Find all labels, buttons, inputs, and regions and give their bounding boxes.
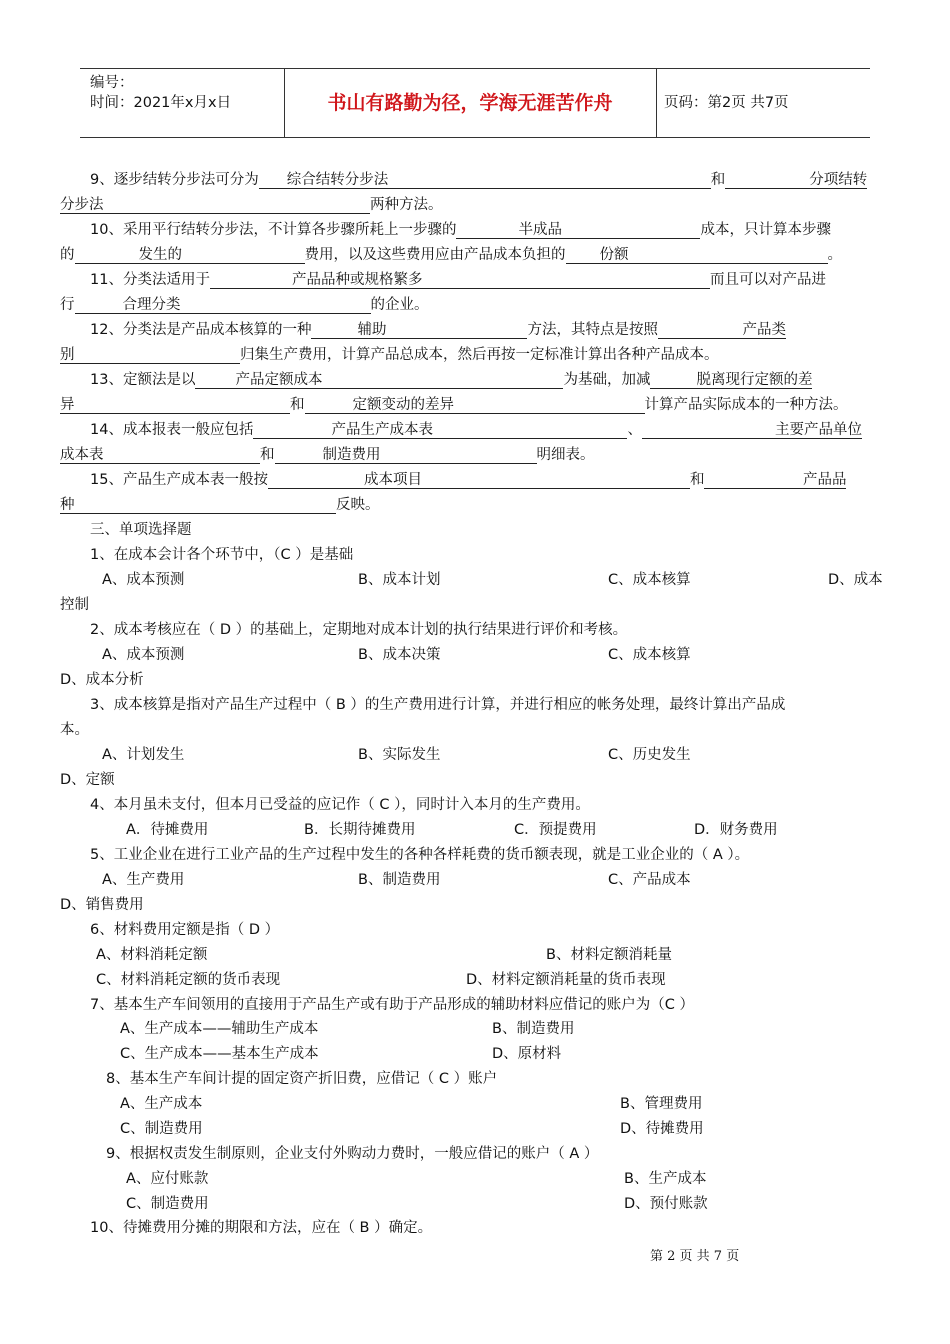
time-label: 时间：2021年x月x日 xyxy=(90,95,232,111)
fill-question-12: 12、分类法是产品成本核算的一种 辅助 方法，其特点是按照 产品类 xyxy=(60,319,920,341)
mc-option-wrap: 控制 xyxy=(60,597,89,613)
mc-question-stem: 9、根据权责发生制原则，企业支付外购动力费时，一般应借记的账户（ A ） xyxy=(106,1146,599,1162)
mc-option: B、生产成本 xyxy=(624,1171,707,1187)
mc-option: D、预付账款 xyxy=(624,1196,708,1212)
header-divider xyxy=(656,69,657,137)
page-header xyxy=(80,68,870,138)
mc-option: C、生产成本——基本生产成本 xyxy=(120,1046,319,1062)
answer-blank: 产品品种或规格繁多 xyxy=(210,269,710,289)
mc-option-wrap: D、成本分析 xyxy=(60,672,144,688)
answer-blank: 产品类 xyxy=(658,319,786,339)
fill-question-11: 11、分类法适用于 产品品种或规格繁多 而且可以对产品进 xyxy=(60,269,920,291)
mc-option: C、历史发生 xyxy=(608,747,691,763)
fill-question-15-cont: 种 反映。 xyxy=(60,494,890,516)
answer-blank: 分步法 xyxy=(60,194,370,214)
mc-question-stem-cont: 本。 xyxy=(60,722,89,738)
page-footer: 第 2 页 共 7 页 xyxy=(650,1249,740,1264)
answer-blank: 合理分类 xyxy=(75,294,371,314)
mc-option: A、成本预测 xyxy=(102,572,185,588)
fill-question-12-cont: 别 归集生产费用，计算产品总成本，然后再按一定标准计算出各种产品成本。 xyxy=(60,344,890,366)
mc-option: D、原材料 xyxy=(492,1046,562,1062)
answer-blank: 份额 xyxy=(566,244,828,264)
mc-question-stem: 6、材料费用定额是指（ D ） xyxy=(90,922,280,938)
answer-blank: 脱离现行定额的差 xyxy=(650,369,812,389)
answer-blank: 分项结转 xyxy=(725,169,867,189)
answer-blank: 综合结转分步法 xyxy=(259,169,711,189)
answer-blank: 成本项目 xyxy=(268,469,690,489)
mc-question-stem: 4、本月虽未支付，但本月已受益的应记作（ C ），同时计入本月的生产费用。 xyxy=(90,797,590,813)
mc-option: A、生产成本——辅助生产成本 xyxy=(120,1021,319,1037)
mc-question-stem: 10、待摊费用分摊的期限和方法，应在（ B ）确定。 xyxy=(90,1220,433,1236)
mc-option: A．待摊费用 xyxy=(126,822,209,838)
mc-option: B、成本计划 xyxy=(358,572,441,588)
fill-question-9-cont: 分步法 两种方法。 xyxy=(60,194,890,216)
mc-option: D、材料定额消耗量的货币表现 xyxy=(466,972,666,988)
mc-option: A、生产成本 xyxy=(120,1096,203,1112)
mc-option: D、成本 xyxy=(828,572,883,588)
mc-option: D．财务费用 xyxy=(694,822,778,838)
mc-option: B、成本决策 xyxy=(358,647,441,663)
answer-blank: 半成品 xyxy=(456,219,700,239)
mc-option: C、制造费用 xyxy=(126,1196,209,1212)
mc-option: B、管理费用 xyxy=(620,1096,703,1112)
mc-option: C、产品成本 xyxy=(608,872,691,888)
mc-question-stem: 7、基本生产车间领用的直接用于产品生产或有助于产品形成的辅助材料应借记的账户为（C ） xyxy=(90,997,694,1013)
mc-option: A、成本预测 xyxy=(102,647,185,663)
section-title: 三、单项选择题 xyxy=(90,522,192,538)
answer-blank: 产品生产成本表 xyxy=(253,419,627,439)
mc-option: A、计划发生 xyxy=(102,747,185,763)
mc-option: B、制造费用 xyxy=(358,872,441,888)
mc-option: C、制造费用 xyxy=(120,1121,203,1137)
mc-option: A、材料消耗定额 xyxy=(96,947,208,963)
fill-question-14: 14、成本报表一般应包括 产品生产成本表 、 主要产品单位 xyxy=(60,419,920,441)
answer-blank: 种 xyxy=(60,494,336,514)
fill-question-10-cont: 的 发生的 费用，以及这些费用应由产品成本负担的 份额 。 xyxy=(60,244,890,266)
header-motto: 书山有路勤为径，学海无涯苦作舟 xyxy=(327,92,613,114)
number-label: 编号： xyxy=(90,75,134,91)
mc-option-wrap: D、销售费用 xyxy=(60,897,144,913)
mc-question-stem: 3、成本核算是指对产品生产过程中（ B ）的生产费用进行计算，并进行相应的帐务处理，最终计算出产品成 xyxy=(90,697,786,713)
fill-question-13-cont: 异 和 定额变动的差异 计算产品实际成本的一种方法。 xyxy=(60,394,890,416)
mc-option: B、实际发生 xyxy=(358,747,441,763)
mc-option: C、成本核算 xyxy=(608,647,691,663)
mc-question-stem: 8、基本生产车间计提的固定资产折旧费，应借记（ C ）账户 xyxy=(106,1071,498,1087)
fill-question-13: 13、定额法是以 产品定额成本 为基础，加减 脱离现行定额的差 xyxy=(60,369,920,391)
answer-blank: 辅助 xyxy=(311,319,527,339)
header-meta xyxy=(90,73,231,113)
answer-blank: 发生的 xyxy=(75,244,305,264)
fill-question-14-cont: 成本表 和 制造费用 明细表。 xyxy=(60,444,890,466)
mc-option: C、成本核算 xyxy=(608,572,691,588)
mc-question-stem: 5、工业企业在进行工业产品的生产过程中发生的各种各样耗费的货币额表现，就是工业企业的（ A ）。 xyxy=(90,847,750,863)
fill-question-10: 10、采用平行结转分步法，不计算各步骤所耗上一步骤的 半成品 成本，只计算本步骤 xyxy=(60,219,920,241)
fill-question-11-cont: 行 合理分类 的企业。 xyxy=(60,294,890,316)
answer-blank: 产品定额成本 xyxy=(195,369,563,389)
fill-question-9: 9、逐步结转分步法可分为 综合结转分步法 和 分项结转 xyxy=(60,169,920,191)
fill-question-15: 15、产品生产成本表一般按 成本项目 和 产品品 xyxy=(60,469,920,491)
mc-option: B、制造费用 xyxy=(492,1021,575,1037)
answer-blank: 主要产品单位 xyxy=(642,419,862,439)
answer-blank: 别 xyxy=(60,344,240,364)
header-page-label: 页码：第2页 共7页 xyxy=(664,95,789,111)
mc-option: C．预提费用 xyxy=(514,822,597,838)
mc-option: B．长期待摊费用 xyxy=(304,822,416,838)
answer-blank: 异 xyxy=(60,394,290,414)
answer-blank: 成本表 xyxy=(60,444,260,464)
answer-blank: 制造费用 xyxy=(275,444,537,464)
answer-blank: 定额变动的差异 xyxy=(305,394,645,414)
mc-option: A、应付账款 xyxy=(126,1171,209,1187)
header-divider xyxy=(284,69,285,137)
mc-option: A、生产费用 xyxy=(102,872,185,888)
mc-option: D、待摊费用 xyxy=(620,1121,704,1137)
mc-question-stem: 1、在成本会计各个环节中，（C ）是基础 xyxy=(90,547,354,563)
mc-option-wrap: D、定额 xyxy=(60,772,115,788)
mc-option: B、材料定额消耗量 xyxy=(546,947,672,963)
mc-question-stem: 2、成本考核应在（ D ）的基础上，定期地对成本计划的执行结果进行评价和考核。 xyxy=(90,622,628,638)
mc-option: C、材料消耗定额的货币表现 xyxy=(96,972,281,988)
answer-blank: 产品品 xyxy=(704,469,846,489)
